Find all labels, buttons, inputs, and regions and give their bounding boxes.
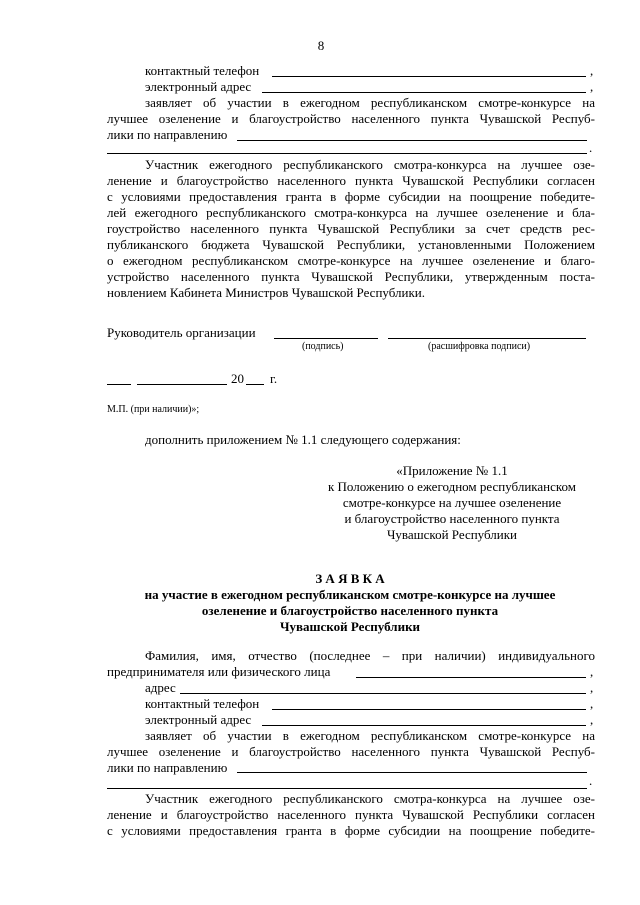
address-field[interactable] — [180, 693, 586, 694]
consent1-line-5: гоустройство населенного пункта Чувашской Республики за счет средств рес- — [107, 221, 595, 236]
application-subtitle-line-1: на участие в ежегодном республиканском смотре-конкурсе на лучшее — [144, 587, 556, 602]
appendix-header-line-5: Чувашской Республики — [386, 527, 518, 542]
date-year-field[interactable] — [246, 384, 264, 385]
consent1-line-9: новлением Кабинета Министров Чувашской Республики. — [107, 285, 425, 300]
date-suffix: г. — [270, 371, 278, 386]
fio-line-2: предпринимателя или физического лица — [107, 664, 331, 679]
email-field-2[interactable] — [262, 725, 586, 726]
consent1-line-6: публиканского бюджета Чувашской Республики, установленными Положением — [107, 237, 595, 252]
appendix-header-line-1: «Приложение № 1.1 — [396, 463, 508, 478]
stamp-note: М.П. (при наличии)»; — [107, 404, 200, 415]
email-comma: , — [590, 79, 594, 94]
phone-label: контактный телефон — [145, 63, 260, 78]
date-day-field[interactable] — [107, 384, 131, 385]
application-subtitle-line-2: озеленение и благоустройство населенного пункта — [201, 603, 499, 618]
appendix-header-line-3: смотре-конкурсе на лучшее озеленение — [342, 495, 562, 510]
phone-field[interactable] — [272, 76, 586, 77]
email-label-2: электронный адрес — [145, 712, 252, 727]
declare-line-2: лучшее озеленение и благоустройство населенного пункта Чувашской Респуб- — [107, 111, 595, 126]
address-label: адрес — [145, 680, 176, 695]
direction-field-2[interactable] — [107, 153, 587, 154]
consent1-line-7: о ежегодном республиканском смотре-конкурсе на лучшее озеленение и благо- — [107, 253, 595, 268]
supplement-intro: дополнить приложением № 1.1 следующего содержания: — [145, 432, 461, 447]
fio-line-1: Фамилия, имя, отчество (последнее – при наличии) индивидуального — [145, 648, 595, 663]
declare2-line-3: лики по направлению — [107, 760, 228, 775]
fio-field[interactable] — [356, 677, 586, 678]
signature-field[interactable] — [274, 338, 378, 339]
direction-field-b2[interactable] — [237, 772, 587, 773]
phone-field-2[interactable] — [272, 709, 586, 710]
phone-comma-2: , — [590, 696, 594, 711]
declare-line-3: лики по направлению — [107, 127, 228, 142]
head-label: Руководитель организации — [107, 325, 256, 340]
date-year-prefix: 20 — [231, 371, 244, 386]
phone-label-2: контактный телефон — [145, 696, 260, 711]
consent2-line-2: ленение и благоустройство населенного пункта Чувашской Республики согласен — [107, 807, 595, 822]
appendix-header-line-2: к Положению о ежегодном республиканском — [327, 479, 577, 494]
date-month-field[interactable] — [137, 384, 227, 385]
direction-period: . — [589, 140, 593, 155]
consent2-line-1: Участник ежегодного республиканского смотра-конкурса на лучшее озе- — [145, 791, 595, 806]
consent1-line-8: устройство населенного пункта Чувашской Республики, утвержденным поста- — [107, 269, 595, 284]
email-label: электронный адрес — [145, 79, 252, 94]
email-comma-2: , — [590, 712, 594, 727]
direction-field-b2-2[interactable] — [107, 788, 587, 789]
email-field[interactable] — [262, 92, 586, 93]
fio-comma: , — [590, 664, 594, 679]
consent2-line-3: с условиями предоставления гранта в форме субсидии на поощрение победите- — [107, 823, 595, 838]
direction-field[interactable] — [237, 140, 587, 141]
signature-decode-field[interactable] — [388, 338, 586, 339]
application-subtitle-line-3: Чувашской Республики — [279, 619, 421, 634]
phone-comma: , — [590, 63, 594, 78]
address-comma: , — [590, 680, 594, 695]
appendix-header-line-4: и благоустройство населенного пункта — [344, 511, 560, 526]
signature-caption: (подпись) — [302, 341, 344, 352]
signature-decode-caption: (расшифровка подписи) — [428, 341, 531, 352]
page-number: 8 — [317, 38, 325, 53]
declare2-line-1: заявляет об участии в ежегодном республиканском смотре-конкурсе на — [145, 728, 595, 743]
consent1-line-1: Участник ежегодного республиканского смотра-конкурса на лучшее озе- — [145, 157, 595, 172]
consent1-line-3: с условиями предоставления гранта в форме субсидии на поощрение победите- — [107, 189, 595, 204]
consent1-line-2: ленение и благоустройство населенного пункта Чувашской Республики согласен — [107, 173, 595, 188]
declare2-line-2: лучшее озеленение и благоустройство населенного пункта Чувашской Респуб- — [107, 744, 595, 759]
consent1-line-4: лей ежегодного республиканского смотра-конкурса на лучшее озеленение и бла- — [107, 205, 595, 220]
direction-period-2: . — [589, 773, 593, 788]
declare-line-1: заявляет об участии в ежегодном республиканском смотре-конкурсе на — [145, 95, 595, 110]
application-title: З А Я В К А — [315, 571, 385, 586]
